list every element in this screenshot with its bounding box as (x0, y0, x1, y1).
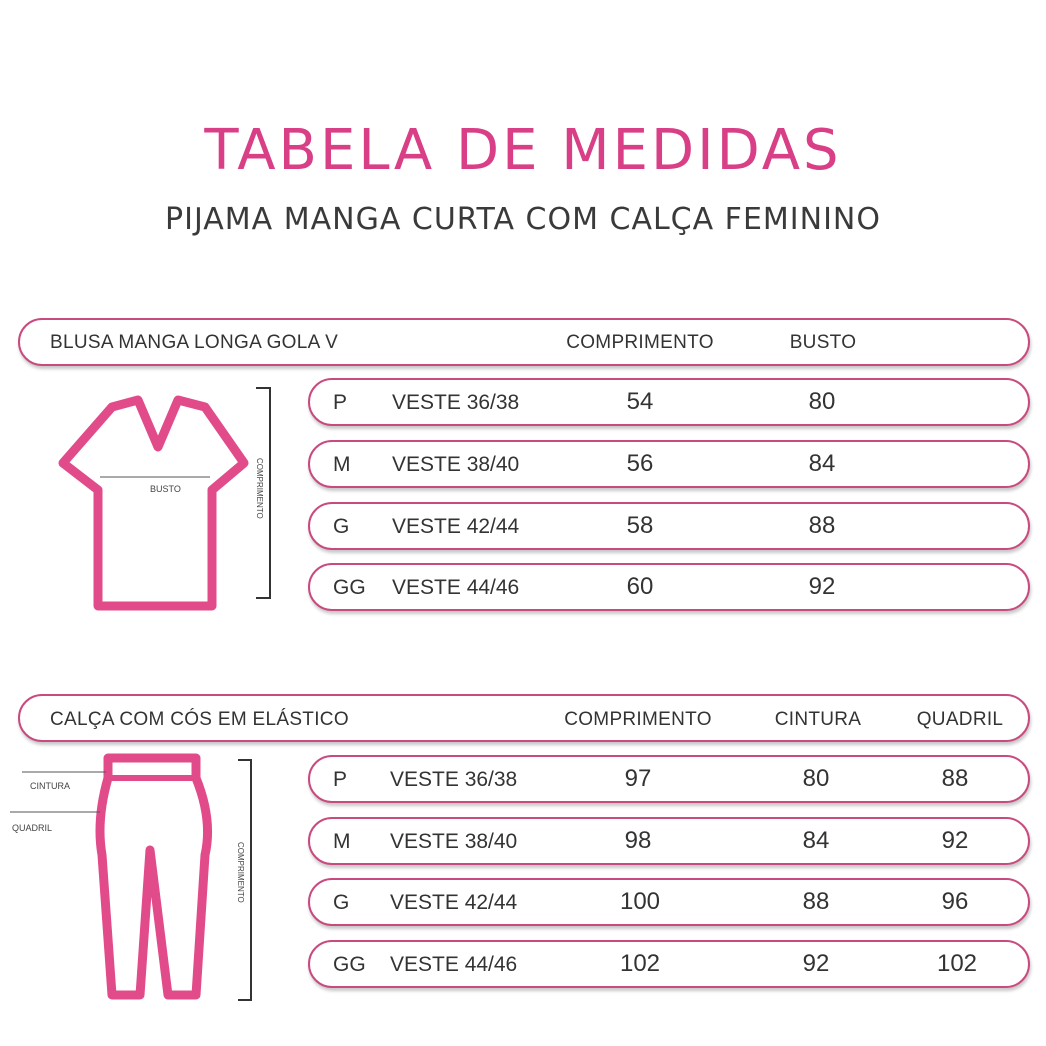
tshirt-busto-label: BUSTO (150, 484, 181, 494)
blusa-row-m-busto: 84 (808, 450, 836, 477)
blusa-row-g-size: G (333, 515, 350, 538)
pants-cintura-label: CINTURA (30, 781, 70, 791)
blusa-row-p-fit: VESTE 36/38 (392, 391, 520, 414)
blusa-row-gg-fit: VESTE 44/46 (392, 576, 520, 599)
blusa-row-gg-busto: 92 (808, 573, 836, 600)
calca-col-cintura: CINTURA (774, 709, 862, 730)
blusa-col-comprimento: COMPRIMENTO (566, 332, 714, 353)
calca-row-gg-comprimento: 102 (619, 950, 661, 977)
calca-col-quadril: QUADRIL (916, 709, 1004, 730)
calca-row-gg-cintura: 92 (802, 950, 830, 977)
calca-row-g-comprimento: 100 (619, 888, 661, 915)
blusa-row-m-size: M (333, 453, 351, 476)
page-title: TABELA DE MEDIDAS (204, 118, 842, 183)
calca-row-m-quadril: 92 (941, 827, 969, 854)
calca-row-m-size: M (333, 830, 351, 853)
blusa-row-g-comprimento: 58 (626, 512, 654, 539)
tshirt-comprimento-label: COMPRIMENTO (255, 458, 264, 519)
blusa-row-p-size: P (333, 391, 348, 414)
calca-row-g-fit: VESTE 42/44 (390, 891, 518, 914)
blusa-row-m-fit: VESTE 38/40 (392, 453, 520, 476)
calca-col-comprimento: COMPRIMENTO (564, 709, 712, 730)
blusa-title: BLUSA MANGA LONGA GOLA V (50, 332, 339, 353)
page-subtitle: PIJAMA MANGA CURTA COM CALÇA FEMININO (165, 202, 881, 237)
blusa-row-g-fit: VESTE 42/44 (392, 515, 520, 538)
blusa-row-gg-comprimento: 60 (626, 573, 654, 600)
blusa-row-p-busto: 80 (808, 388, 836, 415)
blusa-row-g-busto: 88 (808, 512, 836, 539)
blusa-row-gg-size: GG (333, 576, 366, 599)
calca-row-gg-quadril: 102 (936, 950, 978, 977)
calca-title: CALÇA COM CÓS EM ELÁSTICO (50, 709, 349, 730)
blusa-col-busto: BUSTO (789, 332, 857, 353)
calca-row-m-fit: VESTE 38/40 (390, 830, 518, 853)
calca-row-gg-size: GG (333, 953, 366, 976)
calca-row-p-comprimento: 97 (624, 765, 652, 792)
calca-row-g-quadril: 96 (941, 888, 969, 915)
blusa-row-p-comprimento: 54 (626, 388, 654, 415)
calca-row-m-comprimento: 98 (624, 827, 652, 854)
calca-row-g-cintura: 88 (802, 888, 830, 915)
pants-comprimento-label: COMPRIMENTO (236, 842, 245, 903)
calca-row-p-fit: VESTE 36/38 (390, 768, 518, 791)
calca-row-p-quadril: 88 (941, 765, 969, 792)
pants-quadril-label: QUADRIL (12, 823, 53, 833)
calca-row-m-cintura: 84 (802, 827, 830, 854)
calca-row-p-cintura: 80 (802, 765, 830, 792)
calca-row-p-size: P (333, 768, 348, 791)
blusa-row-m-comprimento: 56 (626, 450, 654, 477)
calca-row-gg-fit: VESTE 44/46 (390, 953, 518, 976)
calca-row-g-size: G (333, 891, 350, 914)
